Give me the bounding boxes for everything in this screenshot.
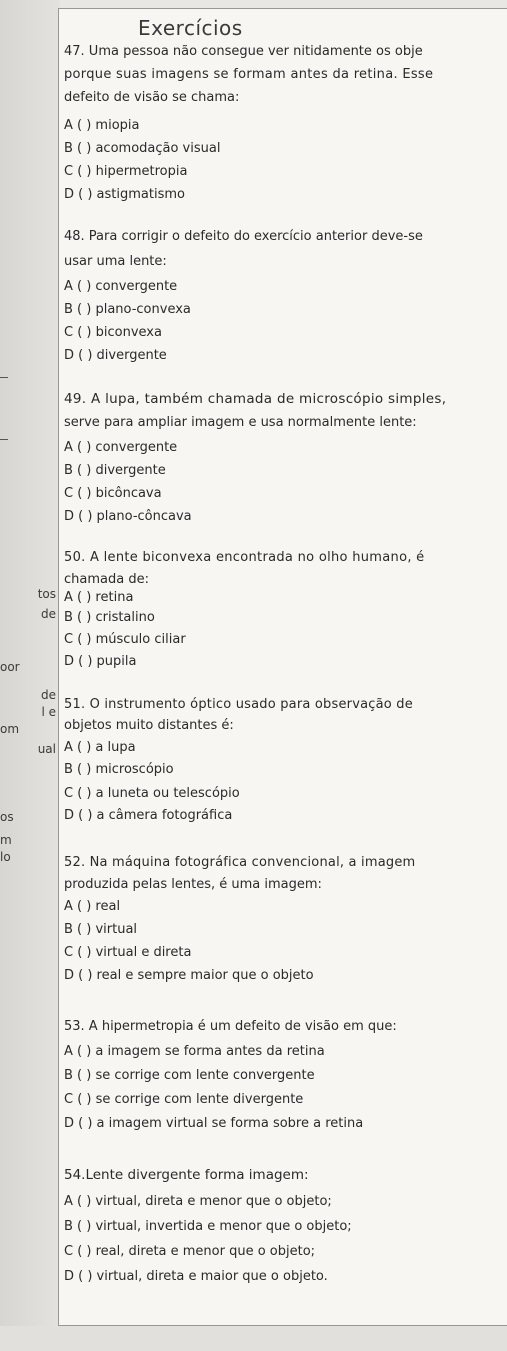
question-text: 50. A lente biconvexa encontrada no olho humano, é — [64, 550, 425, 565]
option-d[interactable]: D ( ) astigmatismo — [64, 187, 185, 202]
question-text: chamada de: — [64, 572, 149, 587]
option-d[interactable]: D ( ) plano-côncava — [64, 509, 192, 524]
edge-fragment: ual — [37, 742, 56, 756]
option-b[interactable]: B ( ) plano-convexa — [64, 302, 191, 317]
option-b[interactable]: B ( ) divergente — [64, 463, 166, 478]
edge-mark — [0, 439, 8, 440]
option-d[interactable]: D ( ) pupila — [64, 654, 137, 669]
option-a[interactable]: A ( ) a imagem se forma antes da retina — [64, 1044, 325, 1059]
option-c[interactable]: C ( ) virtual e direta — [64, 945, 192, 960]
background-bottom — [0, 1326, 507, 1351]
option-c[interactable]: C ( ) hipermetropia — [64, 164, 188, 179]
option-a[interactable]: A ( ) virtual, direta e menor que o objeto; — [64, 1194, 332, 1209]
option-c[interactable]: C ( ) bicôncava — [64, 486, 162, 501]
page-title: Exercícios — [138, 16, 243, 40]
edge-fragment: tos — [37, 587, 56, 601]
option-a[interactable]: A ( ) convergente — [64, 279, 178, 294]
option-d[interactable]: D ( ) a imagem virtual se forma sobre a retina — [64, 1116, 364, 1131]
option-b[interactable]: B ( ) cristalino — [64, 610, 155, 625]
edge-fragment: de — [41, 607, 56, 621]
question-text: produzida pelas lentes, é uma imagem: — [64, 877, 322, 892]
question-text: porque suas imagens se formam antes da retina. Esse — [64, 67, 434, 82]
option-d[interactable]: D ( ) a câmera fotográfica — [64, 808, 233, 823]
background-left-page — [0, 0, 60, 1351]
option-b[interactable]: B ( ) microscópio — [64, 762, 174, 777]
edge-mark — [0, 377, 8, 378]
option-d[interactable]: D ( ) virtual, direta e maior que o objeto. — [64, 1269, 328, 1284]
option-d[interactable]: D ( ) real e sempre maior que o objeto — [64, 968, 314, 983]
question-text: 51. O instrumento óptico usado para observação de — [64, 697, 413, 712]
question-text: defeito de visão se chama: — [64, 90, 240, 105]
edge-fragment: os — [0, 810, 14, 824]
question-text: 54.Lente divergente forma imagem: — [64, 1167, 309, 1183]
option-a[interactable]: A ( ) a lupa — [64, 740, 136, 755]
question-text: serve para ampliar imagem e usa normalmente lente: — [64, 415, 417, 430]
edge-fragment: l e — [41, 705, 56, 719]
option-b[interactable]: B ( ) se corrige com lente convergente — [64, 1068, 315, 1083]
option-a[interactable]: A ( ) retina — [64, 590, 134, 605]
edge-fragment: m — [0, 833, 12, 847]
option-a[interactable]: A ( ) real — [64, 899, 121, 914]
option-b[interactable]: B ( ) acomodação visual — [64, 141, 221, 156]
question-text: 49. A lupa, também chamada de microscópio simples, — [64, 391, 447, 407]
option-c[interactable]: C ( ) real, direta e menor que o objeto; — [64, 1244, 316, 1259]
option-d[interactable]: D ( ) divergente — [64, 348, 167, 363]
option-c[interactable]: C ( ) se corrige com lente divergente — [64, 1092, 304, 1107]
edge-fragment: oor — [0, 660, 20, 674]
edge-fragment: de — [41, 688, 56, 702]
question-text: 53. A hipermetropia é um defeito de visão em que: — [64, 1019, 397, 1034]
question-text: usar uma lente: — [64, 254, 167, 269]
option-c[interactable]: C ( ) músculo ciliar — [64, 632, 186, 647]
edge-fragment: om — [0, 722, 20, 736]
option-b[interactable]: B ( ) virtual, invertida e menor que o objeto; — [64, 1219, 352, 1234]
option-c[interactable]: C ( ) a luneta ou telescópio — [64, 786, 240, 801]
question-text: 48. Para corrigir o defeito do exercício anterior deve-se — [64, 229, 423, 244]
edge-fragment: lo — [0, 850, 11, 864]
option-b[interactable]: B ( ) virtual — [64, 922, 138, 937]
option-a[interactable]: A ( ) convergente — [64, 440, 178, 455]
question-text: 52. Na máquina fotográfica convencional, a imagem — [64, 855, 416, 870]
question-text: 47. Uma pessoa não consegue ver nitidamente os obje — [64, 44, 423, 59]
option-a[interactable]: A ( ) miopia — [64, 118, 140, 133]
option-c[interactable]: C ( ) biconvexa — [64, 325, 162, 340]
question-text: objetos muito distantes é: — [64, 718, 234, 733]
